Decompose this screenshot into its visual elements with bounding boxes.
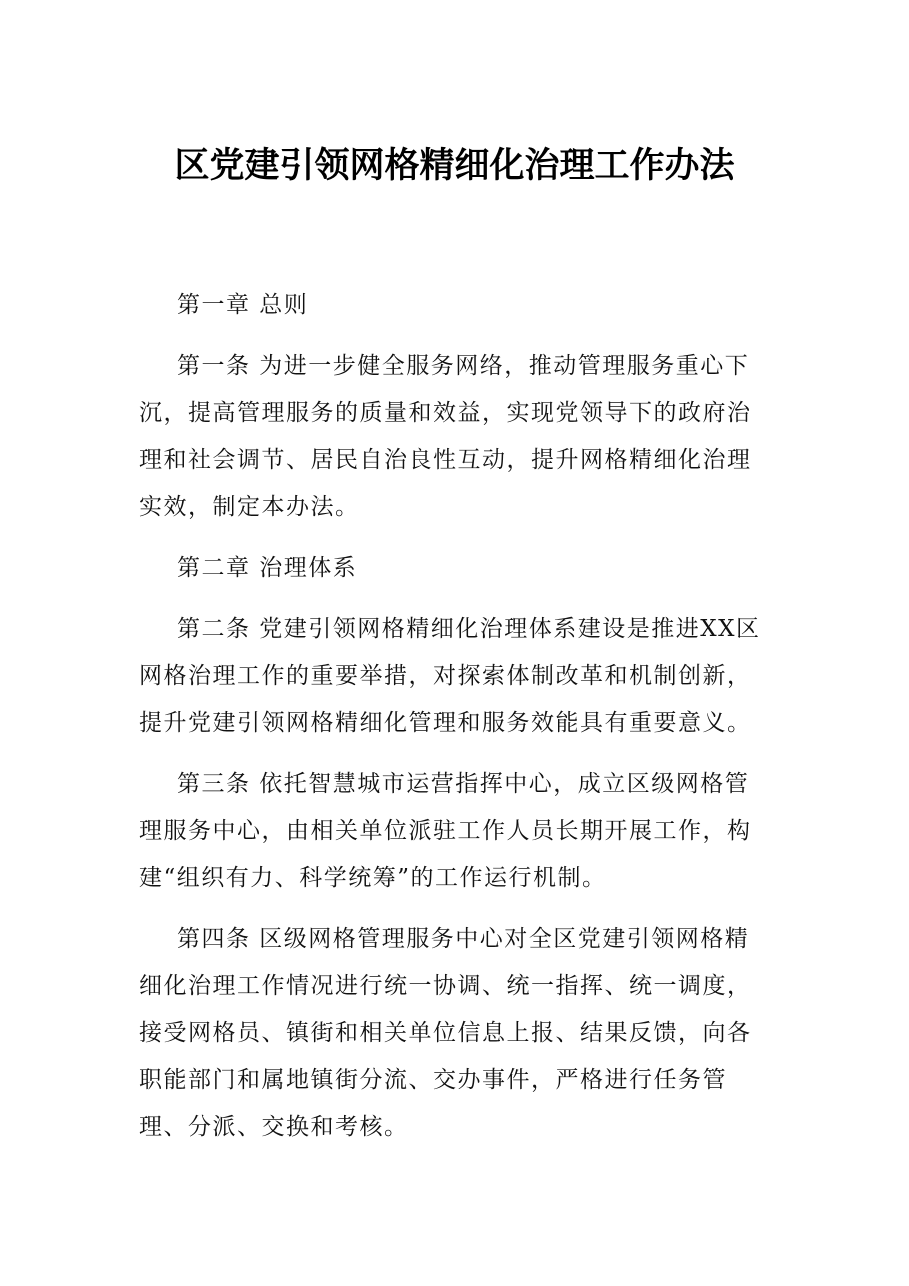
document-title: 区党建引领网格精细化治理工作办法 <box>174 145 735 186</box>
chapter-heading: 第二章 治理体系 <box>177 555 358 581</box>
document-body <box>139 282 771 1165</box>
article-paragraph: 第三条 依托智慧城市运营指挥中心，成立区级网格管理服务中心，由相关单位派驻工作人员长期开展工作，构建“组织有力、科学统筹”的工作运行机制。 <box>139 771 752 891</box>
article-paragraph: 第二条 党建引领网格精细化治理体系建设是推进XX区网格治理工作的重要举措，对探索体制改革和机制创新，提升党建引领网格精细化管理和服务效能具有重要意义。 <box>139 616 761 736</box>
article-paragraph: 第一条 为进一步健全服务网络，推动管理服务重心下沉，提高管理服务的质量和效益，实现党领导下的政府治理和社会调节、居民自治良性互动，提升网格精细化治理实效，制定本办法。 <box>139 353 752 520</box>
article-paragraph: 第四条 区级网格管理服务中心对全区党建引领网格精细化治理工作情况进行统一协调、统一指挥、统一调度，接受网格员、镇街和相关单位信息上报、结果反馈，向各职能部门和属地镇街分流、交办事件，严格进行任务管理、分派、交换和考核。 <box>139 926 752 1140</box>
chapter-heading: 第一章 总则 <box>177 292 309 318</box>
